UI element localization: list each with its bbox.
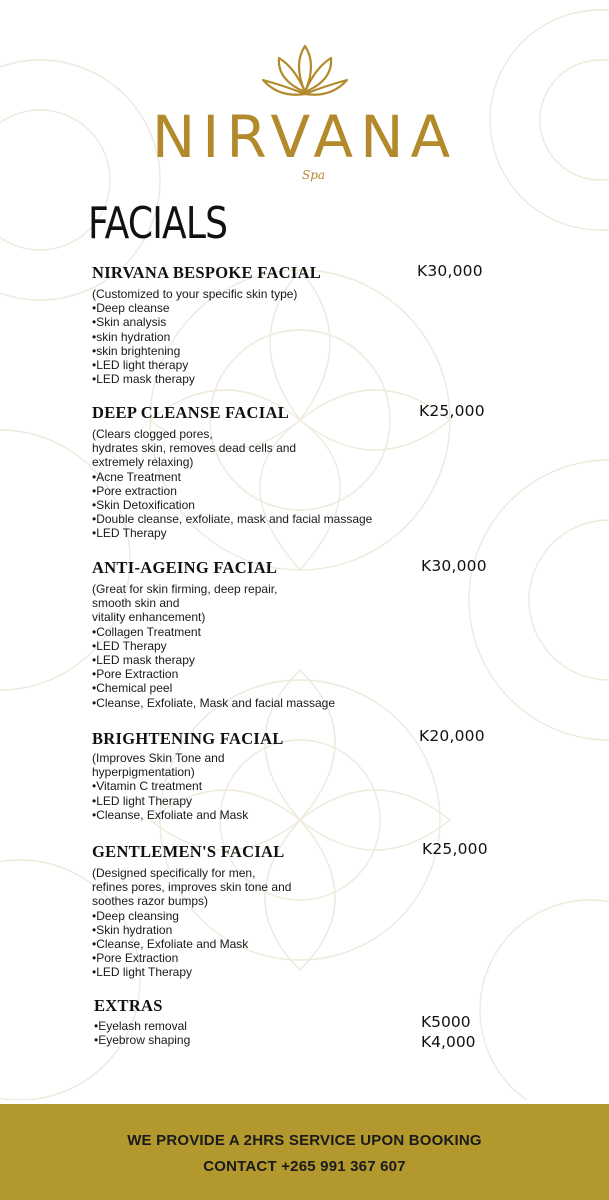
- service-price: K20,000: [419, 727, 485, 745]
- extras-item: •Eyebrow shaping: [94, 1033, 191, 1048]
- service-item: •Vitamin C treatment: [92, 779, 203, 794]
- service-description: (Designed specifically for men, refines pores, improves skin tone and soothes razor bumps): [92, 866, 292, 909]
- service-item: •Double cleanse, exfoliate, mask and facial massage: [92, 512, 373, 527]
- service-item: •Pore Extraction: [92, 667, 179, 682]
- service-item: •LED Therapy: [92, 526, 167, 541]
- brand-name: NIRVANA: [151, 103, 458, 171]
- service-item: •LED Therapy: [92, 638, 167, 653]
- footer-booking-note: WE PROVIDE A 2HRS SERVICE UPON BOOKING: [127, 1132, 482, 1149]
- service-description: (Great for skin firming, deep repair, smooth skin and vitality enhancement): [92, 582, 278, 625]
- footer-contact: CONTACT +265 991 367 607: [203, 1158, 406, 1175]
- service-item: •Pore Extraction: [92, 951, 179, 966]
- service-item: •LED mask therapy: [92, 653, 195, 668]
- service-item: •skin hydration: [92, 329, 171, 344]
- service-price: K25,000: [422, 840, 488, 858]
- service-price: K30,000: [417, 262, 483, 280]
- service-description: (Improves Skin Tone and hyperpigmentation): [92, 751, 225, 780]
- service-title: ANTI-AGEING FACIAL: [92, 558, 278, 577]
- service-description: (Customized to your specific skin type): [92, 287, 298, 301]
- service-item: •skin brightening: [92, 343, 181, 358]
- service-item: •Pore extraction: [92, 483, 177, 498]
- service-anti-ageing-facial: [92, 559, 512, 710]
- page-title: FACIALS: [88, 198, 228, 249]
- brand-logo: [0, 40, 609, 182]
- service-item: •Skin Detoxification: [92, 498, 195, 513]
- service-item: •LED light Therapy: [92, 965, 193, 980]
- lotus-icon: [255, 40, 355, 102]
- service-item: •Skin analysis: [92, 315, 167, 330]
- service-deep-cleanse-facial: [92, 404, 512, 541]
- service-item: •Deep cleansing: [92, 908, 179, 923]
- service-price: K25,000: [419, 402, 485, 420]
- service-description: (Clears clogged pores, hydrates skin, removes dead cells and extremely relaxing): [92, 427, 297, 470]
- service-item: •Acne Treatment: [92, 469, 181, 484]
- service-item: •LED mask therapy: [92, 372, 195, 387]
- service-nirvana-bespoke-facial: [92, 264, 512, 386]
- brand-subtitle: Spa: [301, 168, 326, 182]
- service-item: •Cleanse, Exfoliate and Mask: [92, 807, 249, 822]
- service-item: •Chemical peel: [92, 681, 173, 696]
- service-item: •LED light Therapy: [92, 793, 193, 808]
- footer-banner: [0, 1104, 609, 1200]
- extras-item: •Eyelash removal: [94, 1019, 187, 1033]
- service-item: •Skin hydration: [92, 922, 173, 937]
- service-item: •LED light therapy: [92, 358, 189, 373]
- service-item: •Cleanse, Exfoliate and Mask: [92, 937, 249, 952]
- service-title: GENTLEMEN'S FACIAL: [92, 842, 285, 861]
- service-item: •Deep cleanse: [92, 301, 170, 316]
- extras-title: EXTRAS: [94, 996, 163, 1015]
- service-item: •Collagen Treatment: [92, 624, 201, 639]
- service-gentlemens-facial: [92, 843, 512, 980]
- extras-price: K4,000: [421, 1033, 476, 1051]
- service-title: BRIGHTENING FACIAL: [92, 729, 284, 748]
- service-item: •Cleanse, Exfoliate, Mask and facial massage: [92, 695, 335, 710]
- extras-price: K5000: [421, 1013, 471, 1031]
- service-price: K30,000: [421, 557, 487, 575]
- service-title: DEEP CLEANSE FACIAL: [92, 403, 290, 422]
- service-title: NIRVANA BESPOKE FACIAL: [92, 263, 322, 282]
